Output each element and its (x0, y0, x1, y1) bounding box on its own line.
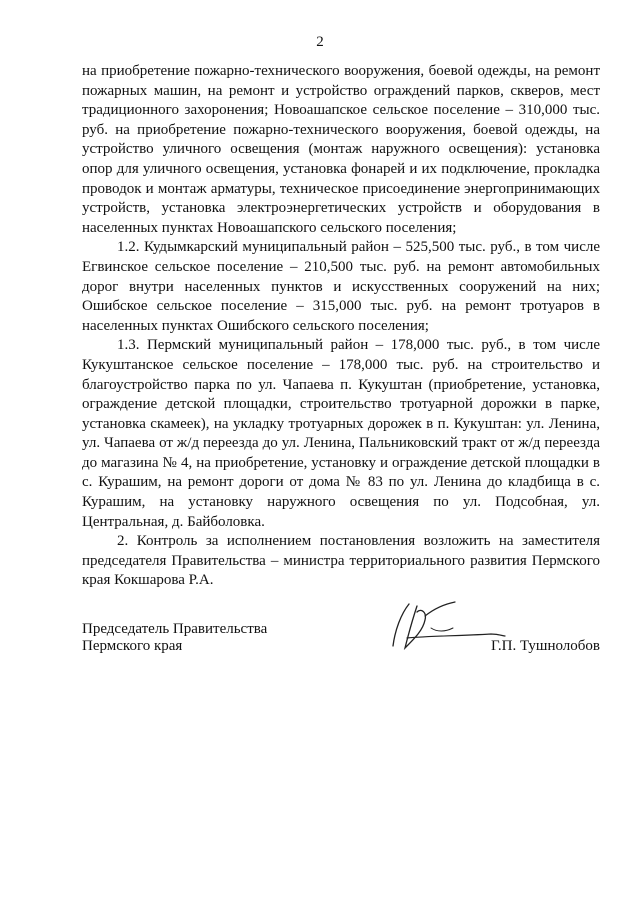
document-body (82, 62, 600, 591)
paragraph-1-2: 1.2. Кудымкарский муниципальный район – 525,500 тыс. руб., в том числе Егвинское сельское поселение – 210,500 тыс. руб. на ремонт автомобильных дорог внутри населенных пунктов и искусственных сооружений на них; Ошибское сельское поселение – 315,000 тыс. руб. на ремонт тротуаров в населенных пунктах Ошибского сельского поселения; (82, 239, 600, 334)
signer-title-line-2: Пермского края (82, 638, 183, 654)
signature-block (82, 621, 600, 681)
handwritten-signature (387, 596, 507, 656)
page-number: 2 (316, 34, 324, 50)
signer-title-line-1: Председатель Правительства (82, 621, 268, 637)
paragraph-continuation: на приобретение пожарно-технического вооружения, боевой одежды, на ремонт пожарных машин, на ремонт и устройство ограждений парков, скверов, мест традиционного захоронения; Новоашапское сельское поселение – 310,000 тыс. руб. на приобретение пожарно-технического вооружения, боевой одежды, на устройство уличного освещения (монтаж наружного освещения): установка опор для уличного освещения, установка фонарей и их подключение, прокладка проводок и монтаж арматуры, техническое присоединение энергопринимающих устройств, установка электроэнергетических устройств и оборудования в населенных пунктах Новоашапского сельского поселения; (82, 63, 600, 236)
signer-title (82, 621, 267, 655)
paragraph-1-3: 1.3. Пермский муниципальный район – 178,000 тыс. руб., в том числе Кукуштанское сельское поселение – 178,000 тыс. руб. на строительство и благоустройство парка по ул. Чапаева п. Кукуштан (приобретение, установка, ограждение детской площадки, строительство тротуарной дорожки в парке, установка скамеек), на укладку тротуарных дорожек в п. Кукуштан: ул. Ленина, ул. Чапаева от ж/д переезда до ул. Ленина, Пальниковский тракт от ж/д переезда до магазина № 4, на приобретение, установку и ограждение детской площадки в с. Курашим, на ремонт дороги от дома № 83 по ул. Ленина до кладбища в с. Курашим, на установку наружного освещения по ул. Подсобная, ул. Центральная, д. Байболовка. (82, 337, 600, 530)
paragraph-2: 2. Контроль за исполнением постановления возложить на заместителя председателя Правительства – министра территориального развития Пермского края Кокшарова Р.А. (82, 533, 600, 589)
signer-name: Г.П. Тушнолобов (490, 638, 600, 654)
